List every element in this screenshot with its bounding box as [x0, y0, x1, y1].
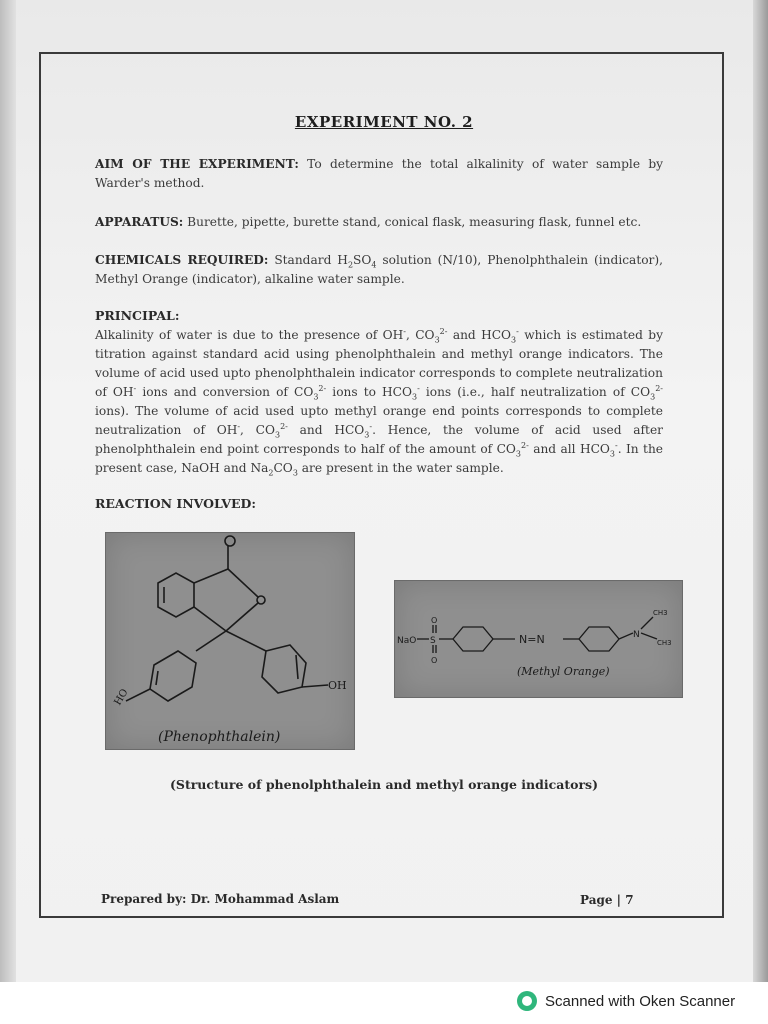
- subscript: 2: [347, 260, 354, 270]
- sodium-oxide-label: NaO: [397, 636, 417, 646]
- subscript: 3: [650, 392, 656, 402]
- subscript: 3: [434, 335, 440, 345]
- chemicals-paragraph: [95, 251, 663, 289]
- chemicals-label: CHEMICALS REQUIRED:: [95, 253, 269, 267]
- subscript: 4: [371, 260, 377, 270]
- phenolphthalein-figure: [105, 532, 355, 750]
- principal-text: and HCO: [447, 328, 512, 342]
- principal-text: . Hence, the volume of acid used after phenolphthalein end point corresponds to half of the amount of CO: [95, 423, 663, 456]
- scanner-label: Scanned with Oken Scanner: [545, 992, 736, 1010]
- ho-group-label: HO: [112, 687, 131, 708]
- methyl-orange-label: (Methyl Orange): [517, 665, 610, 678]
- subscript: 3: [313, 392, 319, 402]
- author-footer: Prepared by: Dr. Mohammad Aslam: [101, 892, 340, 906]
- oxygen-top-label: O: [431, 616, 438, 625]
- superscript: -: [417, 383, 420, 393]
- apparatus-paragraph: [95, 213, 663, 232]
- subscript: 3: [292, 468, 298, 478]
- oh-group-label: OH: [328, 679, 347, 692]
- superscript: -: [237, 421, 241, 431]
- methyl-orange-figure: [394, 580, 683, 698]
- subscript: 3: [411, 392, 418, 402]
- phenolphthalein-structure: [106, 533, 354, 749]
- page-number: Page | 7: [580, 893, 634, 907]
- principal-text: , CO: [240, 423, 275, 437]
- methyl-top-label: CH3: [653, 609, 668, 617]
- subscript: 3: [515, 449, 521, 459]
- superscript: -: [133, 383, 137, 393]
- subscript: 3: [275, 430, 281, 440]
- methyl-orange-structure: [395, 581, 682, 697]
- subscript: 3: [364, 430, 370, 440]
- scanner-watermark: [517, 990, 735, 1012]
- superscript: 2-: [280, 421, 288, 431]
- reaction-heading: REACTION INVOLVED:: [95, 496, 257, 511]
- phenolphthalein-label: (Phenophthalein): [158, 729, 281, 745]
- principal-text: , CO: [406, 328, 435, 342]
- nitrogen-label: N: [633, 630, 640, 640]
- page-title: EXPERIMENT NO. 2: [294, 113, 474, 131]
- subscript: 3: [609, 449, 616, 459]
- methyl-bottom-label: CH3: [657, 639, 672, 647]
- superscript: 2-: [318, 383, 327, 393]
- azo-group-label: N=N: [519, 633, 545, 646]
- sulfur-label: S: [430, 636, 436, 646]
- subscript: 2: [268, 468, 274, 478]
- principal-paragraph: [95, 326, 663, 478]
- oken-scanner-logo-icon: [517, 991, 537, 1011]
- aim-paragraph: [95, 155, 663, 193]
- aim-text: To determine the total alkalinity of water sample by Warder's method.: [95, 157, 664, 190]
- principal-text: Alkalinity of water is due to the presence of OH: [95, 328, 404, 342]
- superscript: -: [369, 421, 373, 431]
- principal-text: ions and conversion of CO: [136, 385, 314, 399]
- principal-text: are present in the water sample.: [297, 461, 504, 475]
- principal-text: . In the present case, NaOH and Na: [95, 442, 664, 475]
- superscript: -: [615, 440, 618, 450]
- principal-text: which is estimated by titration against standard acid using phenolphthalein and methyl orange indicators. The volume of acid used upto phenolphthalein indicator corresponds to complete neutralization of OH: [95, 328, 663, 399]
- principal-text: ions (i.e., half neutralization of CO: [419, 385, 651, 399]
- figure-caption: (Structure of phenolphthalein and methyl orange indicators): [170, 777, 598, 792]
- superscript: 2-: [439, 326, 448, 336]
- superscript: 2-: [655, 383, 663, 393]
- chemicals-text: SO: [353, 253, 372, 267]
- principal-text: and HCO: [287, 423, 365, 437]
- apparatus-label: APPARATUS:: [95, 215, 184, 229]
- chemicals-text: Standard H: [274, 253, 348, 267]
- superscript: -: [403, 326, 406, 336]
- principal-text: CO: [273, 461, 293, 475]
- superscript: -: [516, 326, 519, 336]
- oxygen-bottom-label: O: [431, 656, 438, 665]
- aim-label: AIM OF THE EXPERIMENT:: [95, 157, 299, 171]
- chemicals-text: solution (N/10), Phenolphthalein (indicator), Methyl Orange (indicator), alkaline water sample.: [95, 253, 664, 286]
- principal-text: ions). The volume of acid used upto methyl orange end points corresponds to complete neutralization of OH: [95, 404, 663, 437]
- superscript: 2-: [521, 440, 529, 450]
- principal-text: and all HCO: [528, 442, 610, 456]
- subscript: 3: [511, 335, 517, 345]
- apparatus-text: Burette, pipette, burette stand, conical flask, measuring flask, funnel etc.: [187, 215, 642, 229]
- principal-text: ions to HCO: [326, 385, 412, 399]
- principal-heading: PRINCIPAL:: [95, 308, 180, 323]
